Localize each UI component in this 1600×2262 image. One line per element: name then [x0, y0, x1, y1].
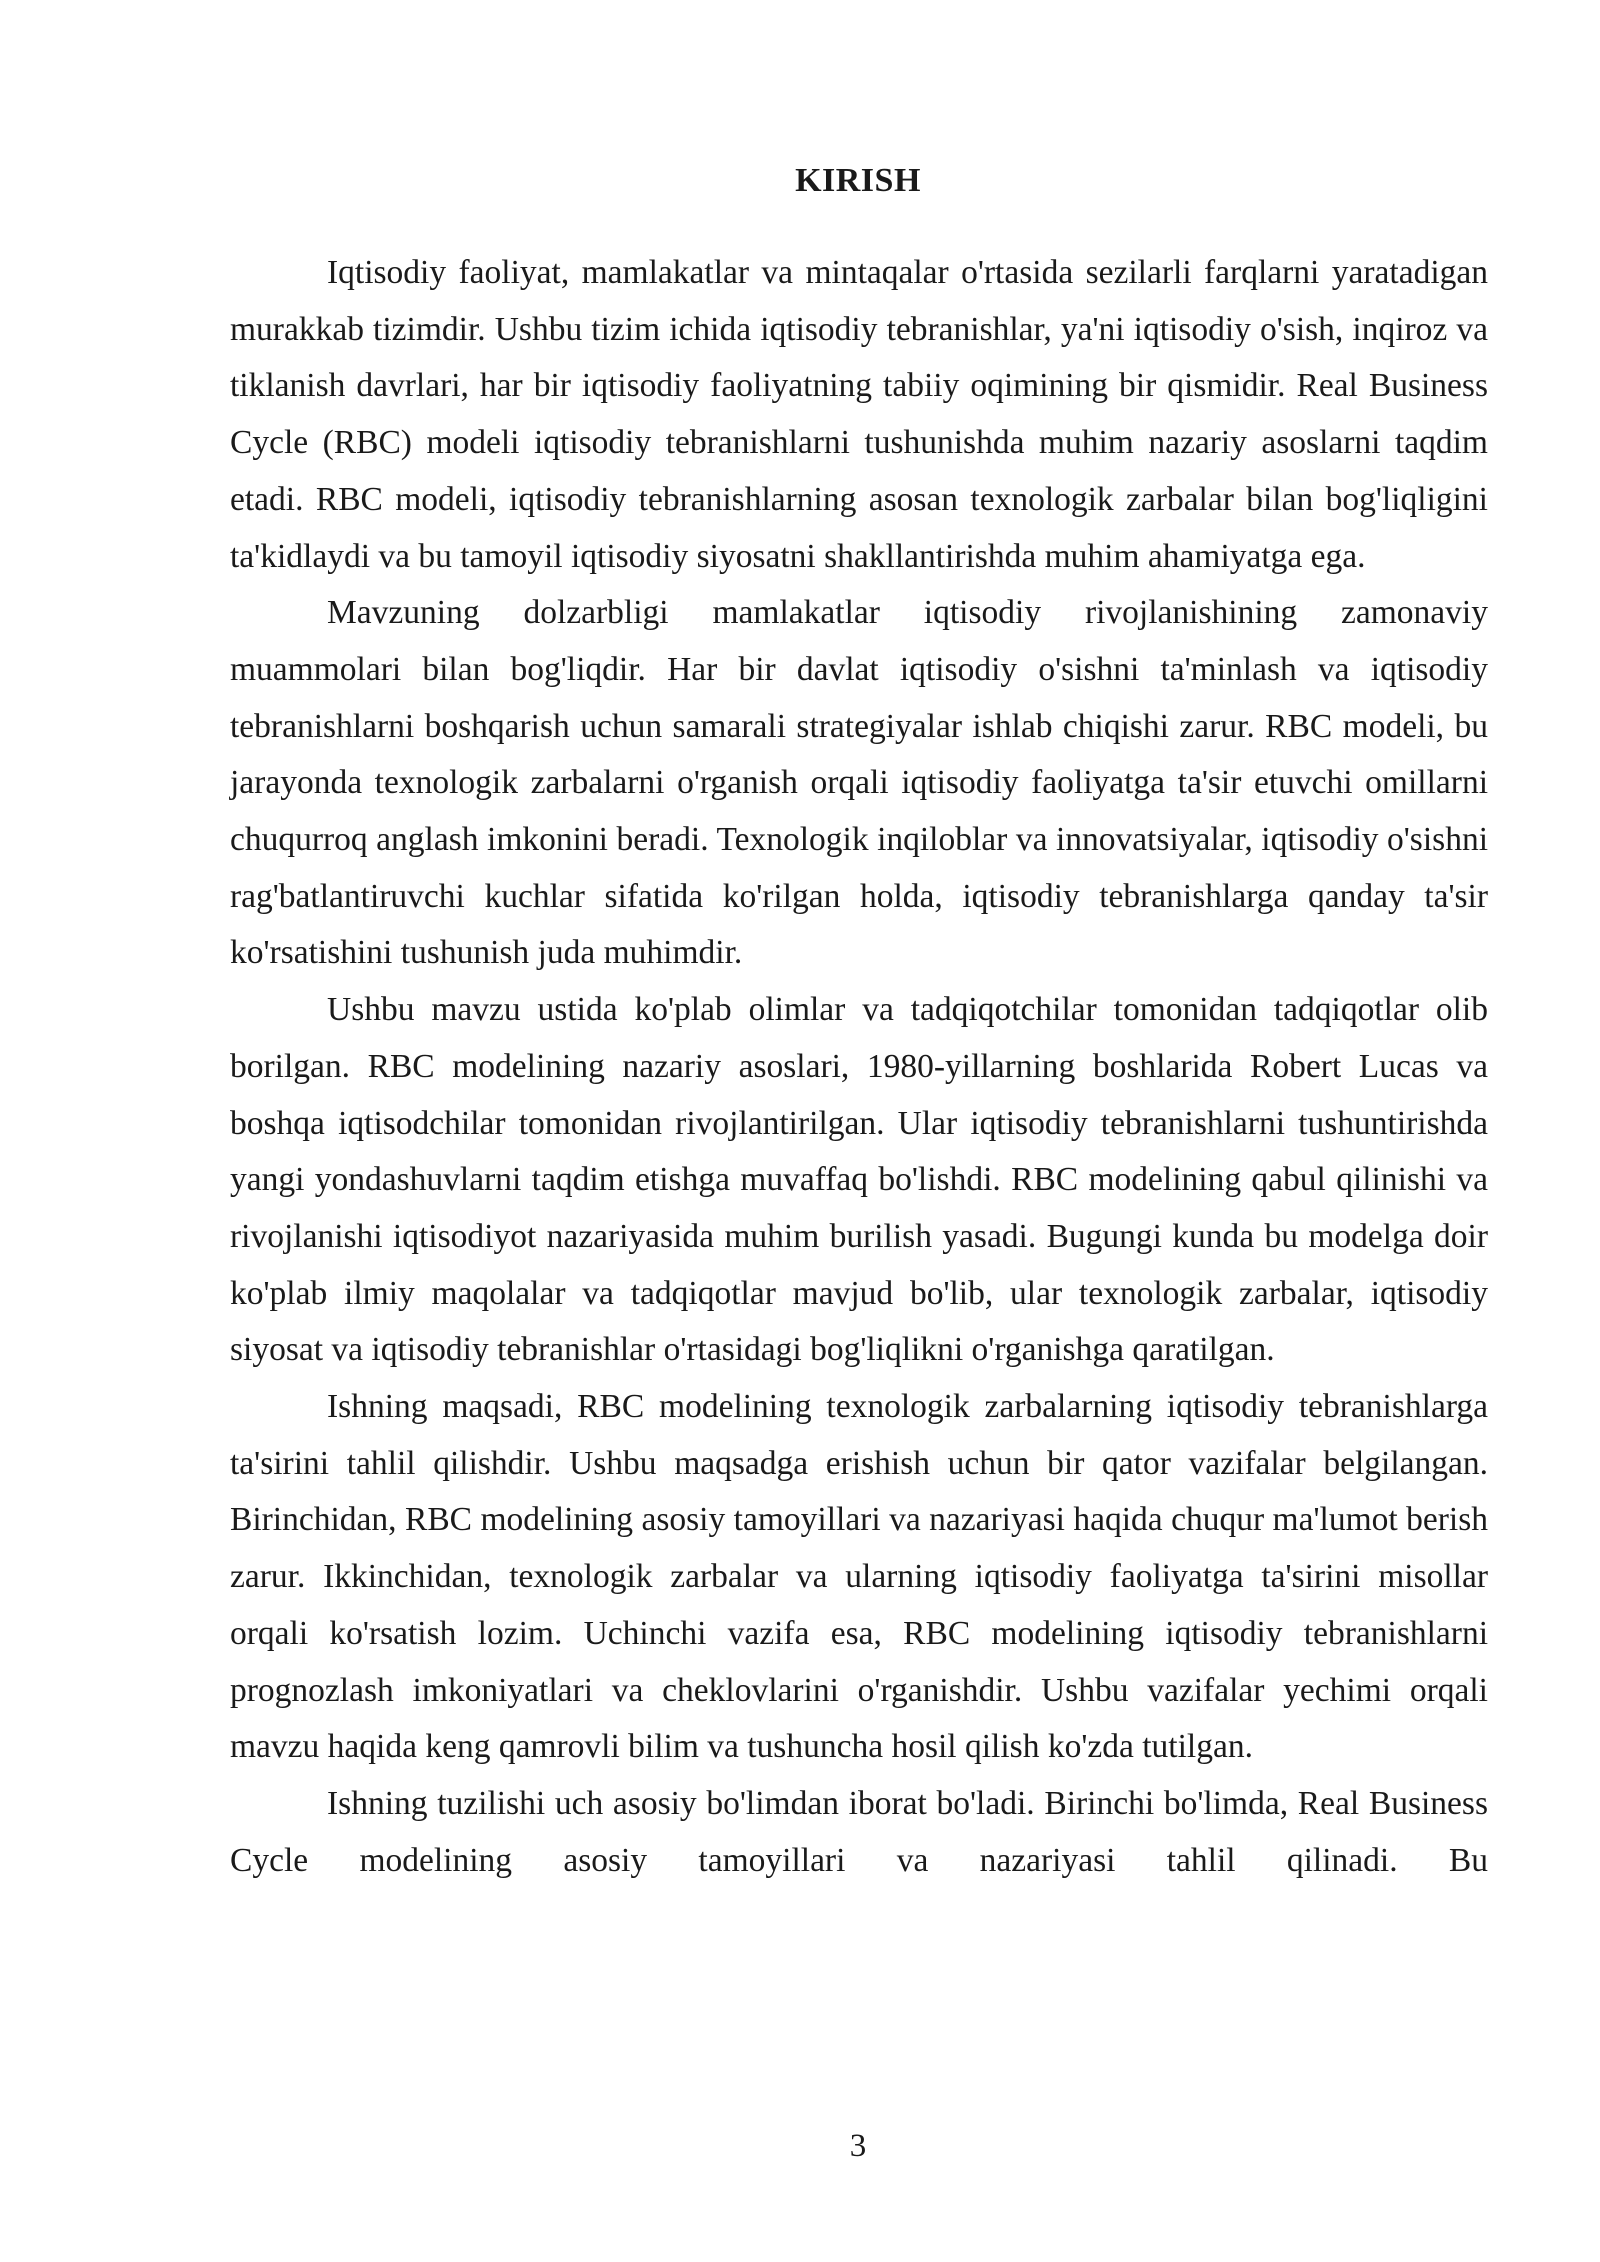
page-title: KIRISH [795, 162, 921, 199]
paragraph-relevance: Mavzuning dolzarbligi mamlakatlar iqtisodiy rivojlanishining zamonaviy muammolari bilan bog'liqdir. Har bir davlat iqtisodiy o'sishni ta'minlash va iqtisodiy tebranishlarni boshqarish uchun samarali strategiyalar ishlab chiqishi zarur. RBC modeli, bu jarayonda texnologik zarbalarni o'rganish orqali iqtisodiy faoliyatga ta'sir etuvchi omillarni chuqurroq anglash imkonini beradi. Texnologik inqiloblar va innovatsiyalar, iqtisodiy o'sishni rag'batlantiruvchi kuchlar sifatida ko'rilgan holda, iqtisodiy tebranishlarga qanday ta'sir ko'rsatishini tushunish juda muhimdir. [230, 594, 1488, 972]
paragraph-research: Ushbu mavzu ustida ko'plab olimlar va tadqiqotchilar tomonidan tadqiqotlar olib borilgan. RBC modelining nazariy asoslari, 1980-yillarning boshlarida Robert Lucas va boshqa iqtisodchilar tomonidan rivojlantirilgan. Ular iqtisodiy tebranishlarni tushuntirishda yangi yondashuvlarni taqdim etishga muvaffaq bo'lishdi. RBC modelining qabul qilinishi va rivojlanishi iqtisodiyot nazariyasida muhim burilish yasadi. Bugungi kunda bu modelga doir ko'plab ilmiy maqolalar va tadqiqotlar mavjud bo'lib, ular texnologik zarbalar, iqtisodiy siyosat va iqtisodiy tebranishlar o'rtasidagi bog'liqlikni o'rganishga qaratilgan. [230, 991, 1488, 1369]
paragraph-structure: Ishning tuzilishi uch asosiy bo'limdan iborat bo'ladi. Birinchi bo'limda, Real Business Cycle modelining asosiy tamoyillari va nazariyasi tahlil qilinadi. Bu [230, 1784, 1488, 1879]
page-number: 3 [849, 2128, 867, 2164]
paragraph-goal: Ishning maqsadi, RBC modelining texnologik zarbalarning iqtisodiy tebranishlarga ta'sirini tahlil qilishdir. Ushbu maqsadga erishish uchun bir qator vazifalar belgilangan. Birinchidan, RBC modelining asosiy tamoyillari va nazariyasi haqida chuqur ma'lumot berish zarur. Ikkinchidan, texnologik zarbalar va ularning iqtisodiy faoliyatga ta'sirini misollar orqali ko'rsatish lozim. Uchinchi vazifa esa, RBC modelining iqtisodiy tebranishlarni prognozlash imkoniyatlari va cheklovlarini o'rganishdir. Ushbu vazifalar yechimi orqali mavzu haqida keng qamrovli bilim va tushuncha hosil qilish ko'zda tutilgan. [230, 1388, 1488, 1766]
paragraph-intro: Iqtisodiy faoliyat, mamlakatlar va mintaqalar o'rtasida sezilarli farqlarni yaratadigan murakkab tizimdir. Ushbu tizim ichida iqtisodiy tebranishlar, ya'ni iqtisodiy o'sish, inqiroz va tiklanish davrlari, har bir iqtisodiy faoliyatning tabiiy oqimining bir qismidir. Real Business Cycle (RBC) modeli iqtisodiy tebranishlarni tushunishda muhim nazariy asoslarni taqdim etadi. RBC modeli, iqtisodiy tebranishlarning asosan texnologik zarbalar bilan bog'liqligini ta'kidlaydi va bu tamoyil iqtisodiy siyosatni shakllantirishda muhim ahamiyatga ega. [230, 254, 1488, 575]
body-text [230, 245, 1488, 1889]
